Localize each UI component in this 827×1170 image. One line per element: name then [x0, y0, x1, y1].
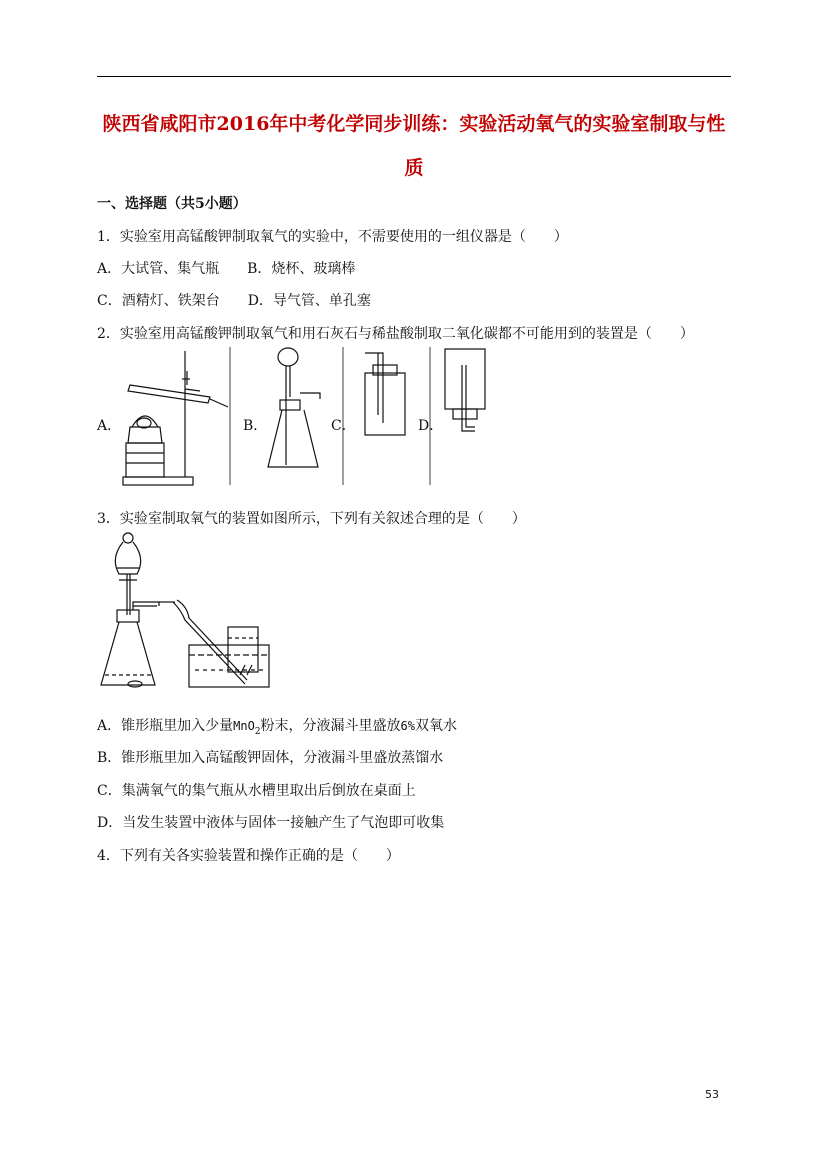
q1-options-cd: C．酒精灯、铁架台 D．导气管、单孔塞	[97, 293, 371, 309]
q1-options-ab: A．大试管、集气瓶 B．烧杯、玻璃棒	[97, 261, 356, 277]
q1-stem: 1．实验室用高锰酸钾制取氧气的实验中，不需要使用的一组仪器是（ ）	[97, 229, 568, 245]
q3-option-d: D．当发生装置中液体与固体一接触产生了气泡即可收集	[97, 815, 445, 831]
page-number: 53	[705, 1088, 719, 1101]
q3-apparatus-figure	[95, 530, 285, 700]
q2-apparatus-figure	[110, 345, 490, 495]
q3-option-c: C．集满氧气的集气瓶从水槽里取出后倒放在桌面上	[97, 783, 416, 799]
q3-option-a: A．锥形瓶里加入少量MnO$_2$粉末，分液漏斗里盛放6%双氧水	[97, 718, 457, 737]
header-rule	[97, 76, 731, 77]
q2-stem: 2．实验室用高锰酸钾制取氧气和用石灰石与稀盐酸制取二氧化碳都不可能用到的装置是（ ）	[97, 326, 694, 342]
q2-label-a: A．	[97, 418, 122, 434]
q2-apparatus-d	[445, 349, 485, 431]
q3-stem: 3．实验室制取氧气的装置如图所示，下列有关叙述合理的是（ ）	[97, 511, 526, 527]
section-heading: 一、选择题（共5小题）	[97, 196, 247, 212]
doc-title-line1: 陕西省咸阳市2016年中考化学同步训练：实验活动氧气的实验室制取与性	[102, 113, 726, 135]
q2-label-b: B．	[243, 418, 268, 434]
q2-apparatus-c	[365, 353, 405, 435]
doc-title-line2: 质	[404, 157, 424, 179]
q2-label-c: C．	[331, 418, 356, 434]
q2-apparatus-b	[268, 348, 320, 467]
q4-stem: 4．下列有关各实验装置和操作正确的是（ ）	[97, 848, 400, 864]
q2-label-d: D．	[418, 418, 444, 434]
q2-apparatus-a	[123, 351, 228, 485]
q3-option-b: B．锥形瓶里加入高锰酸钾固体，分液漏斗里盛放蒸馏水	[97, 750, 444, 766]
